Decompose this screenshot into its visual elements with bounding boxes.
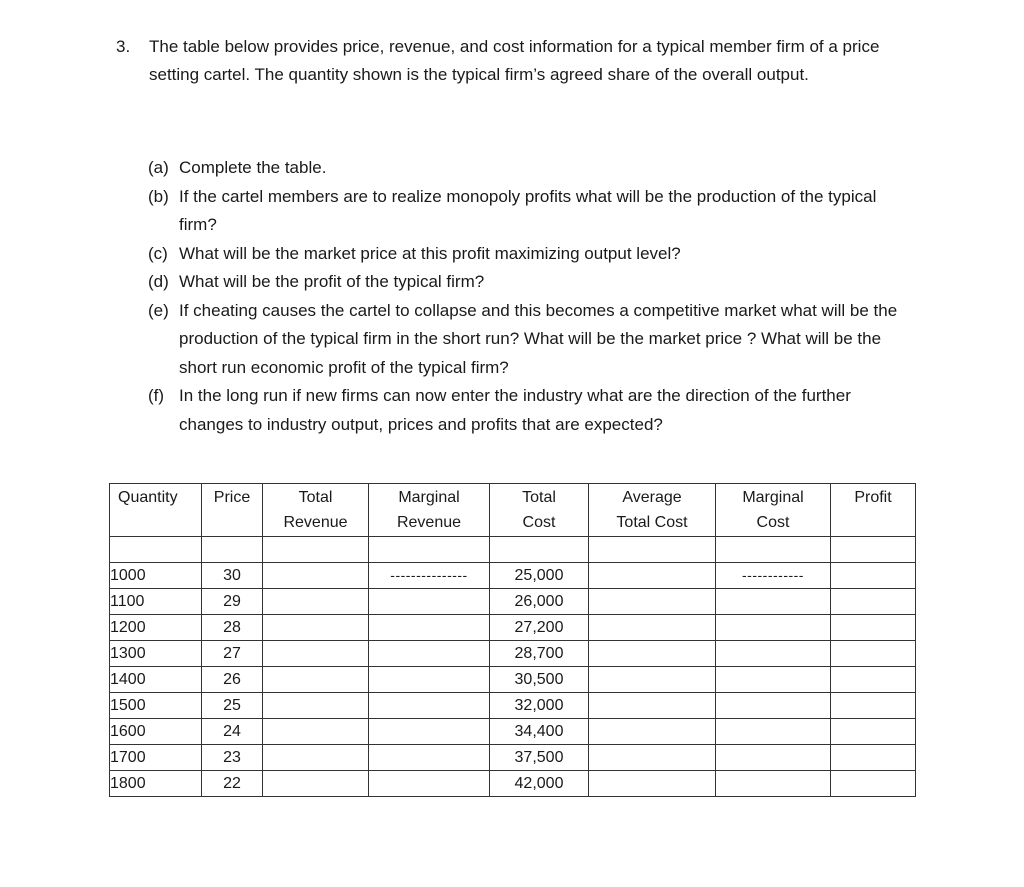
total-cost-cell: 25,000	[490, 563, 589, 589]
part-label: (d)	[148, 272, 169, 291]
total-cost-cell: 26,000	[490, 589, 589, 615]
part-label: (f)	[148, 386, 165, 405]
price-cell: 26	[202, 667, 263, 693]
price-cell: 22	[202, 771, 263, 797]
table-row	[110, 589, 916, 615]
part-d	[148, 268, 908, 297]
part-label: (c)	[148, 243, 168, 263]
part-text: What will be the market price at this profit maximizing output level?	[179, 243, 681, 263]
average-total-cost-cell	[589, 563, 716, 589]
price-cell: 24	[202, 719, 263, 745]
marginal-revenue-cell	[369, 771, 490, 797]
profit-cell	[831, 615, 916, 641]
profit-cell	[831, 693, 916, 719]
marginal-cost-cell	[716, 667, 831, 693]
quantity-cell: 1400	[110, 667, 202, 693]
quantity-cell: 1100	[110, 589, 202, 615]
quantity-cell: 1700	[110, 745, 202, 771]
header-total-cost: Total Cost	[490, 484, 589, 537]
table-cell	[589, 537, 716, 563]
question-parts-list	[148, 154, 908, 439]
quantity-cell: 1300	[110, 641, 202, 667]
price-cell: 23	[202, 745, 263, 771]
profit-cell	[831, 641, 916, 667]
marginal-revenue-cell	[369, 589, 490, 615]
marginal-cost-cell	[716, 771, 831, 797]
table-cell	[831, 537, 916, 563]
table-spacer-row	[110, 537, 916, 563]
marginal-revenue-cell	[369, 615, 490, 641]
part-f	[148, 382, 908, 439]
marginal-revenue-cell	[369, 693, 490, 719]
total-cost-cell: 32,000	[490, 693, 589, 719]
table-row	[110, 719, 916, 745]
header-quantity: Quantity	[110, 484, 202, 537]
header-marginal-revenue: Marginal Revenue	[369, 484, 490, 537]
part-a	[148, 154, 908, 183]
total-cost-cell: 27,200	[490, 615, 589, 641]
total-revenue-cell	[263, 693, 369, 719]
table-cell	[490, 537, 589, 563]
table-row	[110, 641, 916, 667]
profit-cell	[831, 719, 916, 745]
table-row	[110, 667, 916, 693]
total-cost-cell: 28,700	[490, 641, 589, 667]
part-c	[148, 240, 908, 269]
marginal-cost-cell	[716, 589, 831, 615]
profit-cell	[831, 667, 916, 693]
quantity-cell: 1600	[110, 719, 202, 745]
total-revenue-cell	[263, 615, 369, 641]
total-cost-cell: 37,500	[490, 745, 589, 771]
question-heading	[116, 33, 906, 89]
marginal-revenue-dash: ---------------	[369, 563, 490, 589]
header-marginal-cost: Marginal Cost	[716, 484, 831, 537]
total-revenue-cell	[263, 771, 369, 797]
average-total-cost-cell	[589, 589, 716, 615]
marginal-revenue-cell	[369, 719, 490, 745]
table-cell	[369, 537, 490, 563]
quantity-cell: 1000	[110, 563, 202, 589]
part-text: If cheating causes the cartel to collapse and this becomes a competitive market what will be the production of the typical firm in the short run? What will be the market price ? What will be the short run economic profit of the typical firm?	[179, 300, 898, 377]
marginal-cost-cell	[716, 615, 831, 641]
quantity-cell: 1500	[110, 693, 202, 719]
marginal-cost-cell	[716, 693, 831, 719]
average-total-cost-cell	[589, 693, 716, 719]
average-total-cost-cell	[589, 771, 716, 797]
marginal-cost-cell	[716, 641, 831, 667]
part-text: In the long run if new firms can now enter the industry what are the direction of the further changes to industry output, prices and profits that are expected?	[179, 386, 851, 434]
table-cell	[263, 537, 369, 563]
total-revenue-cell	[263, 719, 369, 745]
quantity-cell: 1800	[110, 771, 202, 797]
price-cell: 28	[202, 615, 263, 641]
marginal-revenue-cell	[369, 667, 490, 693]
table-row	[110, 745, 916, 771]
total-revenue-cell	[263, 563, 369, 589]
price-cell: 30	[202, 563, 263, 589]
total-revenue-cell	[263, 589, 369, 615]
marginal-cost-cell	[716, 719, 831, 745]
part-text: What will be the profit of the typical firm?	[179, 272, 485, 291]
part-label: (e)	[148, 300, 169, 320]
part-e	[148, 297, 908, 383]
price-cell: 25	[202, 693, 263, 719]
total-cost-cell: 42,000	[490, 771, 589, 797]
table-row	[110, 563, 916, 589]
header-price: Price	[202, 484, 263, 537]
average-total-cost-cell	[589, 719, 716, 745]
marginal-revenue-cell	[369, 641, 490, 667]
header-total-revenue: Total Revenue	[263, 484, 369, 537]
part-label: (b)	[148, 186, 169, 206]
total-cost-cell: 30,500	[490, 667, 589, 693]
price-cell: 29	[202, 589, 263, 615]
question-block	[116, 33, 906, 89]
table-row	[110, 771, 916, 797]
total-cost-cell: 34,400	[490, 719, 589, 745]
table-cell	[110, 537, 202, 563]
header-profit: Profit	[831, 484, 916, 537]
part-label: (a)	[148, 158, 169, 177]
part-text: Complete the table.	[179, 158, 327, 177]
profit-cell	[831, 589, 916, 615]
part-text: If the cartel members are to realize monopoly profits what will be the production of the typical firm?	[179, 186, 877, 234]
question-number: 3.	[116, 37, 131, 56]
profit-cell	[831, 771, 916, 797]
table-row	[110, 693, 916, 719]
question-text: The table below provides price, revenue, and cost information for a typical member firm of a price setting cartel. The quantity shown is the typical firm’s agreed share of the overall output.	[149, 37, 880, 84]
part-b	[148, 183, 908, 240]
profit-cell	[831, 745, 916, 771]
marginal-cost-dash: ------------	[716, 563, 831, 589]
table-cell	[716, 537, 831, 563]
average-total-cost-cell	[589, 667, 716, 693]
total-revenue-cell	[263, 667, 369, 693]
profit-cell	[831, 563, 916, 589]
price-cell: 27	[202, 641, 263, 667]
total-revenue-cell	[263, 745, 369, 771]
marginal-revenue-cell	[369, 745, 490, 771]
marginal-cost-cell	[716, 745, 831, 771]
table-row	[110, 615, 916, 641]
table-header-row	[110, 484, 916, 537]
average-total-cost-cell	[589, 745, 716, 771]
table-cell	[202, 537, 263, 563]
header-average-total-cost: Average Total Cost	[589, 484, 716, 537]
quantity-cell: 1200	[110, 615, 202, 641]
cost-revenue-table	[109, 483, 916, 797]
total-revenue-cell	[263, 641, 369, 667]
average-total-cost-cell	[589, 615, 716, 641]
average-total-cost-cell	[589, 641, 716, 667]
